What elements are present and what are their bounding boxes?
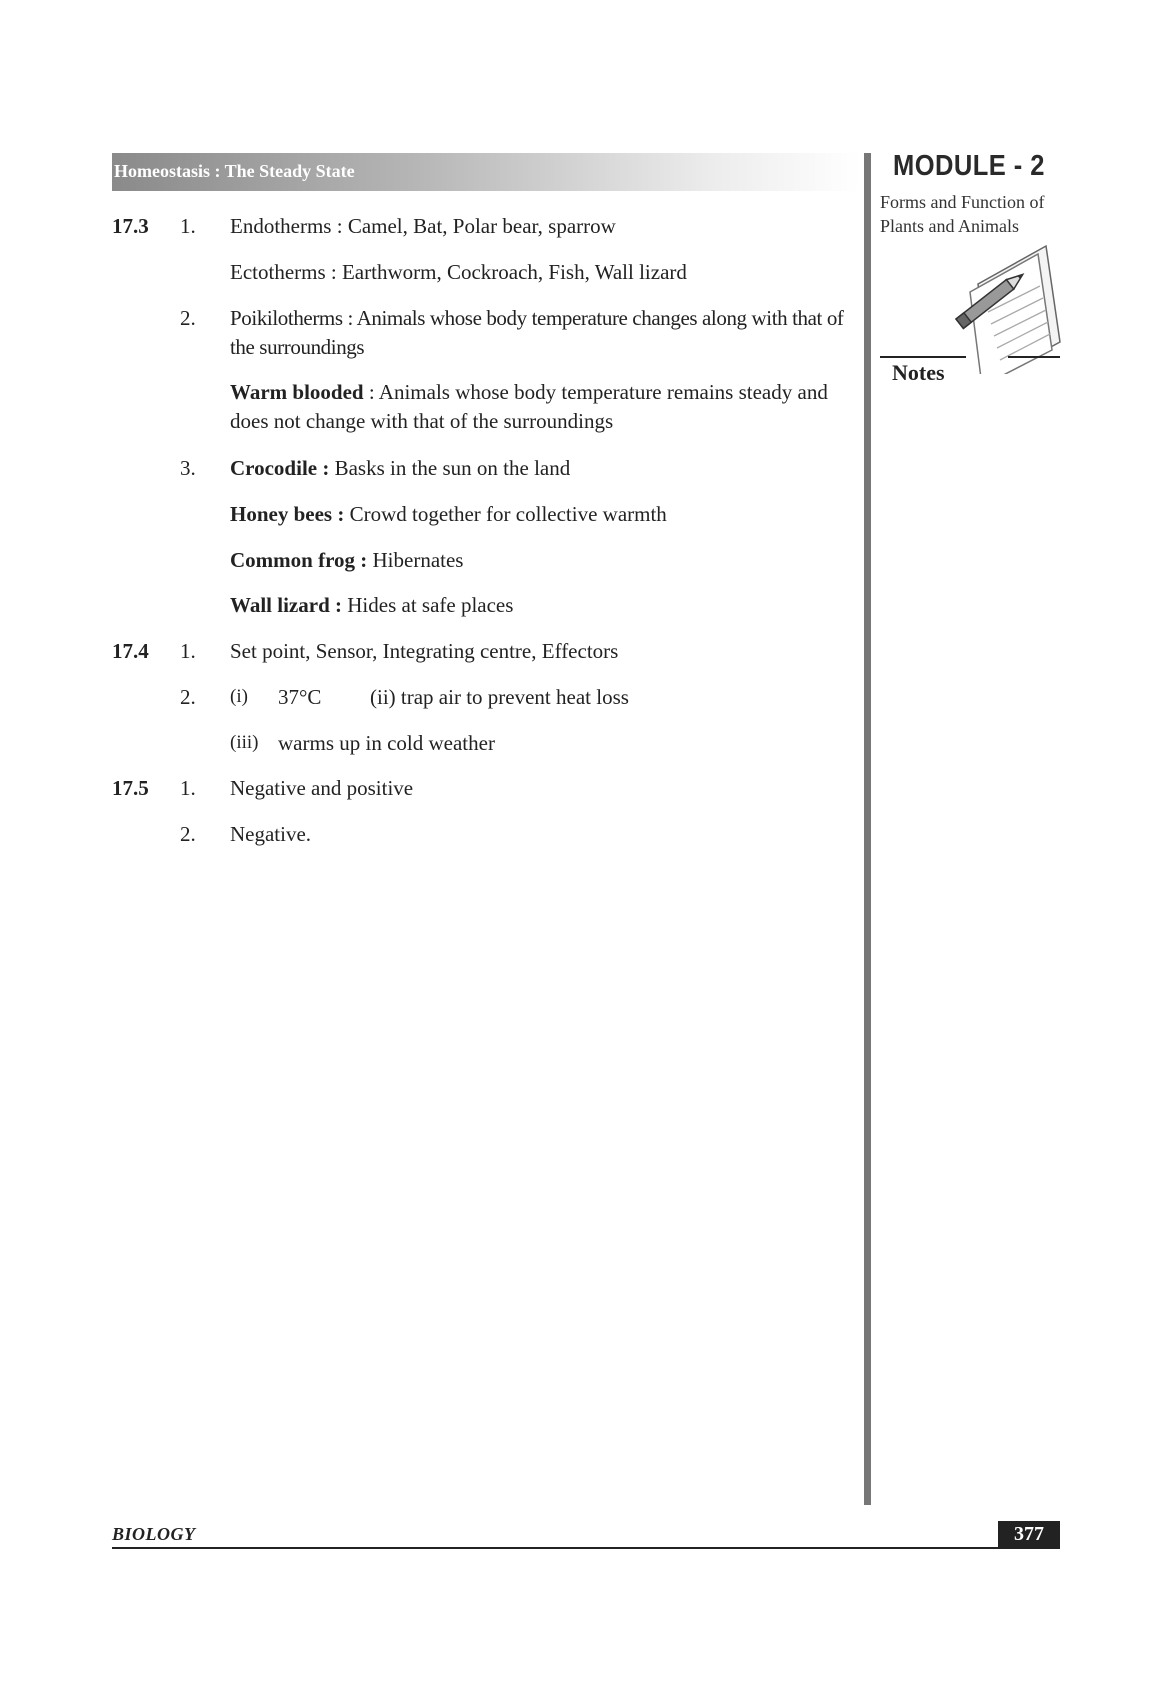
module-subtitle-line2: Plants and Animals <box>880 216 1019 236</box>
sub-label-iii: (iii) <box>230 732 259 753</box>
answer-common-frog <box>230 546 860 575</box>
answer-poikilotherms: Poikilotherms : Animals whose body temperature changes along with that of the surroundings <box>230 306 844 359</box>
answer-wall-lizard <box>230 591 860 620</box>
term-bold: Honey bees : <box>230 502 345 526</box>
section-number-17-5: 17.5 <box>112 776 149 800</box>
definition-text: Crowd together for collective warmth <box>344 502 667 526</box>
running-header <box>112 153 860 191</box>
answer-body-temperature: 37°C <box>278 685 322 709</box>
answer-negative: Negative. <box>230 822 312 846</box>
sub-label-i: (i) <box>230 686 248 707</box>
item-number: 1. <box>180 639 196 663</box>
answer-ectotherms: Ectotherms : Earthworm, Cockroach, Fish, Wall lizard <box>230 260 687 284</box>
item-number: 2. <box>180 685 196 709</box>
term-bold: Warm blooded <box>230 380 364 404</box>
term-bold: Wall lizard : <box>230 593 342 617</box>
definition-text: Hibernates <box>367 548 464 572</box>
section-number-17-4: 17.4 <box>112 639 149 663</box>
footer-subject: BIOLOGY <box>112 1524 196 1544</box>
answer-honey-bees <box>230 500 860 529</box>
answer-crocodile <box>230 454 860 483</box>
answer-feedback-components: Set point, Sensor, Integrating centre, Effectors <box>230 639 619 663</box>
answer-endotherms: Endotherms : Camel, Bat, Polar bear, sparrow <box>230 214 616 238</box>
item-number: 1. <box>180 776 196 800</box>
section-number-17-3: 17.3 <box>112 214 149 238</box>
term-bold: Common frog : <box>230 548 368 572</box>
running-header-title: Homeostasis : The Steady State <box>114 161 355 181</box>
notes-rule-right <box>1008 356 1060 358</box>
page-number: 377 <box>998 1521 1060 1549</box>
answer-trap-air: (ii) trap air to prevent heat loss <box>370 685 629 709</box>
answer-negative-positive: Negative and positive <box>230 776 414 800</box>
margin-divider <box>864 153 871 1505</box>
notes-pencil-icon <box>948 244 1068 374</box>
definition-text: Basks in the sun on the land <box>329 456 571 480</box>
answer-warms-up: warms up in cold weather <box>278 731 495 755</box>
module-subtitle <box>880 190 1060 238</box>
definition-text: Hides at safe places <box>342 593 514 617</box>
item-number: 2. <box>180 822 196 846</box>
item-number: 3. <box>180 456 196 480</box>
notes-rule-left <box>880 356 966 358</box>
definition-text: : Animals whose body temperature remains steady and does not change with that of the surroundings <box>230 380 828 433</box>
answer-warm-blooded <box>230 378 860 436</box>
footer-rule <box>112 1547 1060 1549</box>
term-bold: Crocodile : <box>230 456 330 480</box>
notes-label: Notes <box>892 360 945 385</box>
module-subtitle-line1: Forms and Function of <box>880 192 1045 212</box>
module-title: MODULE - 2 <box>893 150 1045 182</box>
item-number: 2. <box>180 306 196 330</box>
item-number: 1. <box>180 214 196 238</box>
